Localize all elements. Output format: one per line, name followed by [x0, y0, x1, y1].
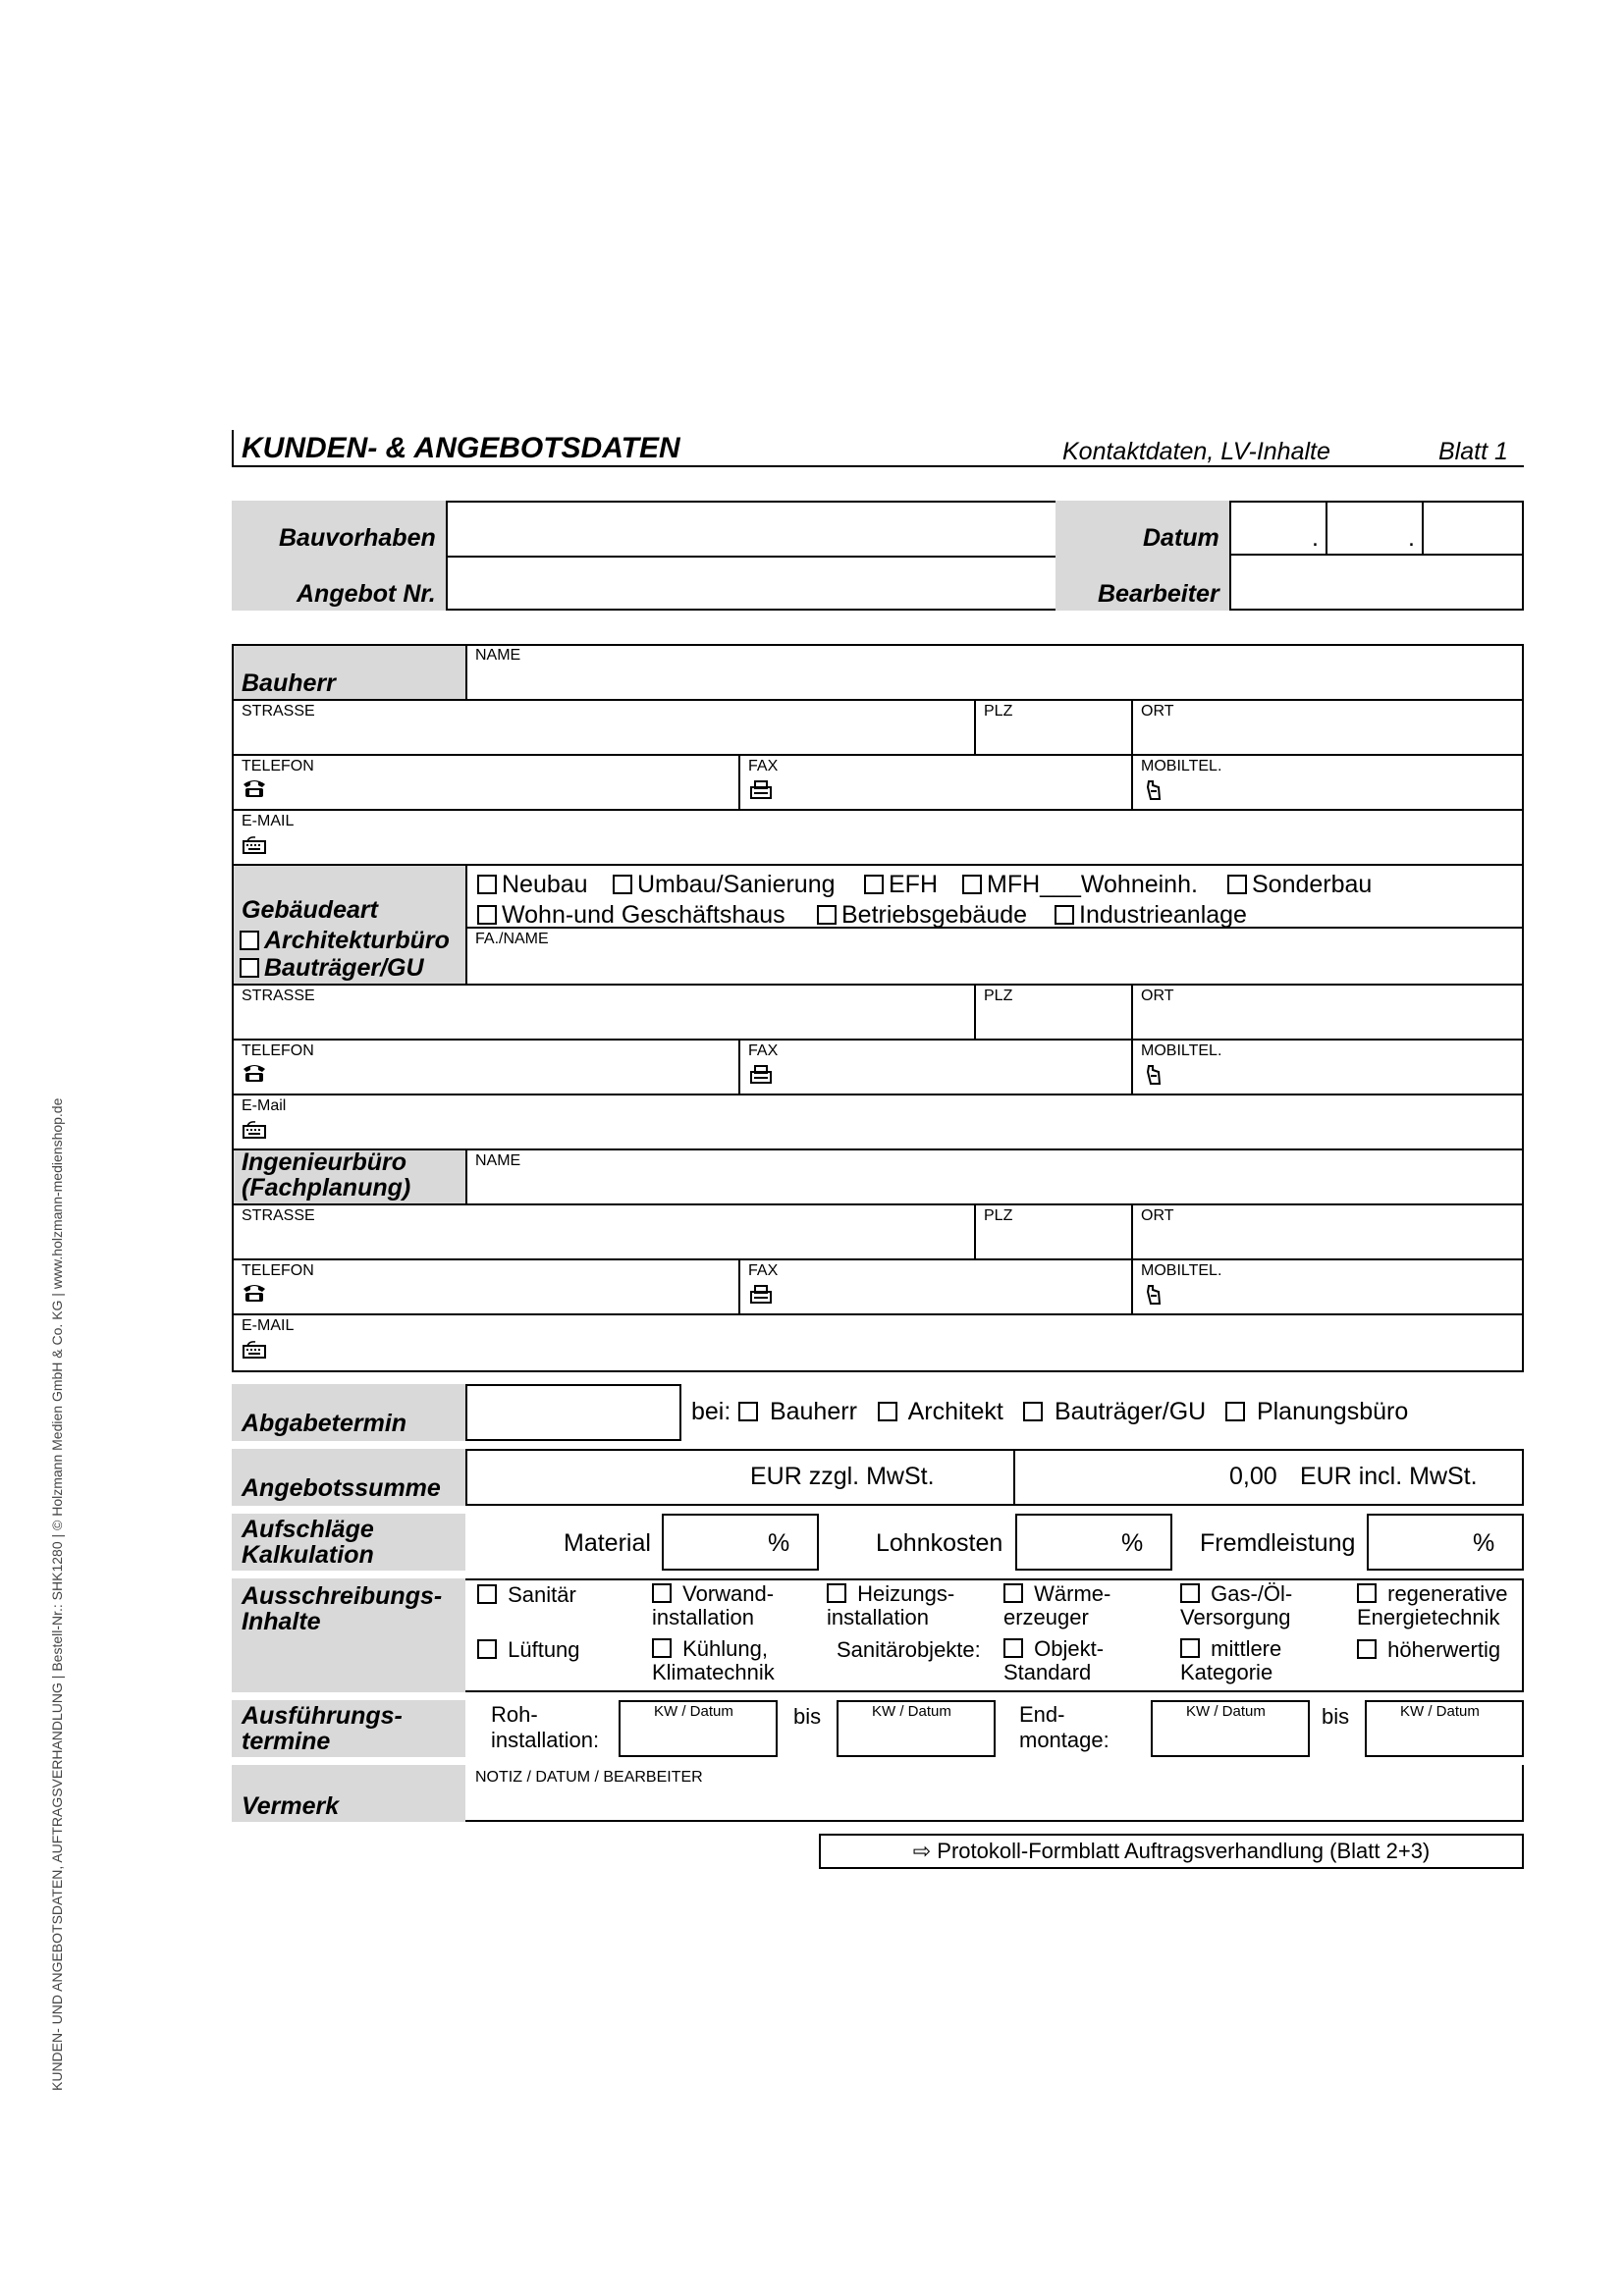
- label-termine: termine: [242, 1728, 331, 1755]
- divider: [232, 754, 1524, 756]
- check-kuehlung[interactable]: [652, 1637, 775, 1684]
- keyboard-icon: [242, 1119, 267, 1141]
- checkbox[interactable]: [1227, 875, 1247, 894]
- bauherr-email-caption: E-MAIL: [242, 813, 295, 829]
- divider: [232, 809, 1524, 811]
- checkbox[interactable]: [240, 931, 259, 950]
- check-mittlere-kategorie[interactable]: [1180, 1637, 1281, 1684]
- ingenieur-strasse-caption: STRASSE: [242, 1207, 315, 1224]
- abgabetermin-field[interactable]: [465, 1384, 681, 1441]
- option-umbau[interactable]: [613, 871, 836, 899]
- summe-gross-value: 0,00: [1229, 1463, 1277, 1490]
- checkbox[interactable]: [1003, 1638, 1023, 1658]
- option-neubau[interactable]: [477, 871, 588, 899]
- endmontage-label: [1019, 1702, 1110, 1753]
- check-kuehlung-label1: Kühlung,: [682, 1636, 768, 1661]
- page-subtitle: Kontaktdaten, LV-Inhalte: [1062, 438, 1330, 465]
- label-ingenieurbuero: Ingenieurbüro: [242, 1148, 407, 1176]
- mobile-phone-icon: [1141, 1284, 1166, 1306]
- option-betriebsgebaeude[interactable]: [817, 901, 1027, 930]
- label-angebotssumme: Angebotssumme: [242, 1474, 441, 1502]
- ingenieur-name-caption: NAME: [475, 1152, 521, 1169]
- check-regenerativ-label2: Energietechnik: [1357, 1605, 1500, 1629]
- header-left-rule: [232, 430, 234, 467]
- divider: [465, 927, 1524, 929]
- abgabe-option-architekt[interactable]: [878, 1398, 1003, 1426]
- bauherr-name-field[interactable]: [467, 646, 1522, 699]
- option-industrie-label: Industrieanlage: [1079, 901, 1247, 929]
- aufschlag-fremd-pct: %: [1473, 1529, 1495, 1557]
- field-datum-year[interactable]: [1422, 501, 1524, 556]
- keyboard-icon: [242, 834, 267, 856]
- divider: [1131, 1203, 1133, 1258]
- arrow-right-icon: ⇨: [912, 1839, 932, 1863]
- option-wohn-label: Wohn-und Geschäftshaus: [502, 901, 785, 929]
- divider: [465, 864, 467, 927]
- option-efh[interactable]: [864, 871, 938, 899]
- check-vorwand-label1: Vorwand-: [682, 1581, 775, 1606]
- divider: [232, 984, 1524, 986]
- option-industrieanlage[interactable]: [1055, 901, 1247, 930]
- vermerk-caption: NOTIZ / DATUM / BEARBEITER: [475, 1769, 703, 1786]
- label-vermerk: Vermerk: [242, 1792, 340, 1820]
- aufschlag-lohn-field[interactable]: [1015, 1514, 1172, 1571]
- checkbox[interactable]: [1055, 905, 1074, 925]
- label-aufschlaege: Aufschläge: [242, 1516, 374, 1543]
- bauherr-strasse-caption: STRASSE: [242, 703, 315, 720]
- bauherr-name-caption: NAME: [475, 647, 521, 664]
- check-gas-label1: Gas-/Öl-: [1211, 1581, 1293, 1606]
- summe-gross-unit: EUR incl. MwSt.: [1300, 1463, 1478, 1490]
- check-heizung-label1: Heizungs-: [857, 1581, 955, 1606]
- checkbox[interactable]: [477, 875, 497, 894]
- divider: [232, 699, 1524, 701]
- bauherr-ort-caption: ORT: [1141, 703, 1174, 720]
- checkbox[interactable]: [1357, 1639, 1377, 1659]
- divider: [738, 1039, 740, 1094]
- ingenieur-fax-caption: FAX: [748, 1262, 779, 1279]
- label-bearbeiter: Bearbeiter: [1098, 580, 1219, 608]
- checkbox[interactable]: [1180, 1638, 1200, 1658]
- field-angebot-nr[interactable]: [446, 556, 1056, 611]
- abgabe-option-bauherr[interactable]: [738, 1398, 857, 1426]
- checkbox[interactable]: [817, 905, 837, 925]
- option-betrieb-label: Betriebsgebäude: [841, 901, 1028, 929]
- check-sanitaer-label: Sanitär: [508, 1582, 576, 1607]
- page-title: KUNDEN- & ANGEBOTSDATEN: [242, 432, 680, 464]
- check-hoeherwertig[interactable]: [1357, 1637, 1500, 1663]
- check-lueftung-label: Lüftung: [508, 1637, 580, 1662]
- checkbox[interactable]: [1180, 1583, 1200, 1603]
- check-vorwand[interactable]: [652, 1582, 774, 1629]
- checkbox[interactable]: [1023, 1402, 1043, 1421]
- check-heizung[interactable]: [827, 1582, 954, 1629]
- endmontage-to-caption: KW / Datum: [1400, 1703, 1480, 1720]
- divider: [232, 1039, 1524, 1041]
- abgabe-option-planungsbuero[interactable]: [1225, 1398, 1408, 1426]
- divider: [465, 927, 467, 984]
- rohinstallation-to-caption: KW / Datum: [872, 1703, 951, 1720]
- sanitaerobjekte-label: Sanitärobjekte:: [837, 1637, 981, 1662]
- checkbox[interactable]: [652, 1583, 672, 1603]
- checkbox[interactable]: [1225, 1402, 1245, 1421]
- aufschlag-material-field[interactable]: [662, 1514, 819, 1571]
- label-bauvorhaben: Bauvorhaben: [279, 524, 436, 552]
- endmontage-bis: bis: [1322, 1704, 1350, 1729]
- option-wohn-geschaeftshaus[interactable]: [477, 901, 785, 930]
- check-waerme[interactable]: [1003, 1582, 1110, 1629]
- checkbox[interactable]: [738, 1402, 758, 1421]
- label-abgabetermin: Abgabetermin: [242, 1410, 407, 1437]
- divider: [232, 1313, 1524, 1315]
- aufschlag-fremd-label: Fremdleistung: [1200, 1529, 1356, 1557]
- check-heizung-label2: installation: [827, 1605, 929, 1629]
- check-kuehlung-label2: Klimatechnik: [652, 1660, 775, 1684]
- label-ausfuehrungs: Ausführungs-: [242, 1702, 403, 1730]
- check-lueftung[interactable]: [477, 1637, 580, 1663]
- check-waerme-label2: erzeuger: [1003, 1605, 1089, 1629]
- architekt-mobiltel-caption: MOBILTEL.: [1141, 1042, 1222, 1059]
- divider: [232, 1203, 1524, 1205]
- checkbox[interactable]: [864, 875, 884, 894]
- check-objekt-label2: Standard: [1003, 1660, 1092, 1684]
- label-kalkulation: Kalkulation: [242, 1541, 374, 1569]
- phone-icon: [242, 777, 267, 799]
- divider: [1131, 984, 1133, 1039]
- rohinstallation-label: [491, 1702, 599, 1753]
- option-bautraeger[interactable]: [240, 954, 424, 983]
- check-vorwand-label2: installation: [652, 1605, 754, 1629]
- rohinstallation-label2: installation:: [491, 1728, 600, 1752]
- aufschlag-fremd-field[interactable]: [1367, 1514, 1524, 1571]
- endmontage-from-caption: KW / Datum: [1186, 1703, 1266, 1720]
- bauherr-mobiltel-caption: MOBILTEL.: [1141, 758, 1222, 774]
- summe-net-unit: EUR zzgl. MwSt.: [750, 1463, 935, 1490]
- checkbox[interactable]: [477, 1639, 497, 1659]
- aufschlag-material-label: Material: [564, 1529, 651, 1557]
- check-mittlere-label1: mittlere: [1211, 1636, 1282, 1661]
- check-hoeherwertig-label: höherwertig: [1387, 1637, 1501, 1662]
- field-bearbeiter[interactable]: [1229, 554, 1524, 611]
- checkbox[interactable]: [1357, 1583, 1377, 1603]
- architekt-telefon-caption: TELEFON: [242, 1042, 314, 1059]
- ingenieur-plz-caption: PLZ: [984, 1207, 1013, 1224]
- divider: [232, 1094, 1524, 1095]
- ingenieur-ort-caption: ORT: [1141, 1207, 1174, 1224]
- check-gas-label2: Versorgung: [1180, 1605, 1291, 1629]
- divider: [974, 1203, 976, 1258]
- check-sanitaer[interactable]: [477, 1582, 576, 1608]
- label-bautraeger: Bauträger/GU: [264, 954, 424, 982]
- ingenieur-mobiltel-caption: MOBILTEL.: [1141, 1262, 1222, 1279]
- bauherr-plz-caption: PLZ: [984, 703, 1013, 720]
- rohinstallation-bis: bis: [793, 1704, 822, 1729]
- abgabe-option-planungsbuero-label: Planungsbüro: [1256, 1398, 1409, 1425]
- label-angebot-nr: Angebot Nr.: [297, 580, 436, 608]
- rohinstallation-label1: Roh-: [491, 1702, 538, 1727]
- date-separator-2: .: [1408, 524, 1415, 552]
- sidebar-imprint: KUNDEN- UND ANGEBOTSDATEN, AUFTRAGSVERHANDLUNG | Bestell-Nr.: SHK1280 | © Holzmann Medien GmbH & Co. KG | www.holzmann-medienshop.de: [49, 1097, 65, 2091]
- check-gas[interactable]: [1180, 1582, 1292, 1629]
- abgabe-option-bautraeger-label: Bauträger/GU: [1054, 1398, 1207, 1425]
- architekt-strasse-caption: STRASSE: [242, 988, 315, 1004]
- fax-icon: [748, 779, 774, 801]
- architekt-ort-caption: ORT: [1141, 988, 1174, 1004]
- divider: [1131, 1039, 1133, 1094]
- label-bauherr: Bauherr: [242, 669, 336, 697]
- divider: [738, 1258, 740, 1313]
- endmontage-label1: End-: [1019, 1702, 1065, 1727]
- protokoll-link-button[interactable]: [819, 1834, 1524, 1869]
- abgabe-option-bautraeger[interactable]: [1023, 1398, 1206, 1426]
- endmontage-label2: montage:: [1019, 1728, 1110, 1752]
- date-separator-1: .: [1312, 524, 1319, 552]
- label-inhalte: Inhalte: [242, 1608, 321, 1635]
- aufschlag-lohn-label: Lohnkosten: [876, 1529, 1003, 1557]
- check-waerme-label1: Wärme-: [1034, 1581, 1111, 1606]
- divider: [1131, 1258, 1133, 1313]
- divider: [738, 754, 740, 809]
- divider: [465, 1148, 467, 1203]
- bauherr-telefon-caption: TELEFON: [242, 758, 314, 774]
- architekt-plz-caption: PLZ: [984, 988, 1013, 1004]
- label-architekturbuero: Architekturbüro: [264, 927, 450, 954]
- fax-icon: [748, 1064, 774, 1086]
- divider: [974, 984, 976, 1039]
- option-mfh[interactable]: [962, 871, 1198, 899]
- divider: [974, 699, 976, 754]
- checkbox[interactable]: [240, 958, 259, 978]
- check-regenerativ[interactable]: [1357, 1582, 1507, 1629]
- mobile-phone-icon: [1141, 1064, 1166, 1086]
- phone-icon: [242, 1062, 267, 1084]
- checkbox[interactable]: [1003, 1583, 1023, 1603]
- ingenieur-email-caption: E-MAIL: [242, 1317, 295, 1334]
- ingenieur-telefon-caption: TELEFON: [242, 1262, 314, 1279]
- mobile-phone-icon: [1141, 779, 1166, 801]
- checkbox[interactable]: [878, 1402, 897, 1421]
- architekt-fax-caption: FAX: [748, 1042, 779, 1059]
- field-bauvorhaben[interactable]: [446, 501, 1056, 556]
- option-sonderbau[interactable]: [1227, 871, 1372, 899]
- divider: [1131, 699, 1133, 754]
- divider: [232, 1258, 1524, 1260]
- label-ausschreibungs: Ausschreibungs-: [242, 1582, 443, 1610]
- label-fachplanung: (Fachplanung): [242, 1174, 411, 1201]
- architekt-email-caption: E-Mail: [242, 1097, 287, 1114]
- sheet-number: Blatt 1: [1438, 438, 1508, 465]
- option-efh-label: EFH: [889, 871, 938, 898]
- abgabe-bei-label: bei:: [691, 1398, 731, 1425]
- checkbox[interactable]: [477, 1584, 497, 1604]
- divider: [1131, 754, 1133, 809]
- checkbox[interactable]: [827, 1583, 846, 1603]
- checkbox[interactable]: [477, 905, 497, 925]
- architekt-fa-name-caption: FA./NAME: [475, 931, 549, 947]
- fax-icon: [748, 1284, 774, 1306]
- option-sonderbau-label: Sonderbau: [1252, 871, 1373, 898]
- checkbox[interactable]: [962, 875, 982, 894]
- check-mittlere-label2: Kategorie: [1180, 1660, 1273, 1684]
- checkbox[interactable]: [652, 1638, 672, 1658]
- check-regenerativ-label1: regenerative: [1387, 1581, 1508, 1606]
- aufschlag-lohn-pct: %: [1121, 1529, 1144, 1557]
- checkbox[interactable]: [613, 875, 632, 894]
- abgabe-option-bauherr-label: Bauherr: [769, 1398, 857, 1425]
- protokoll-link-label: Protokoll-Formblatt Auftragsverhandlung (Blatt 2+3): [937, 1839, 1431, 1863]
- label-datum: Datum: [1143, 524, 1219, 552]
- option-umbau-label: Umbau/Sanierung: [637, 871, 836, 898]
- check-objekt-label1: Objekt-: [1034, 1636, 1105, 1661]
- abgabe-option-architekt-label: Architekt: [907, 1398, 1003, 1425]
- keyboard-icon: [242, 1339, 267, 1361]
- bauherr-fax-caption: FAX: [748, 758, 779, 774]
- label-gebaeudeart: Gebäudeart: [242, 896, 378, 924]
- option-architekturbuero[interactable]: [240, 927, 450, 955]
- phone-icon: [242, 1282, 267, 1304]
- option-mfh-label: MFH___Wohneinh.: [987, 871, 1198, 898]
- aufschlag-material-pct: %: [768, 1529, 790, 1557]
- check-objekt-standard[interactable]: [1003, 1637, 1104, 1684]
- rohinstallation-from-caption: KW / Datum: [654, 1703, 733, 1720]
- option-neubau-label: Neubau: [502, 871, 588, 898]
